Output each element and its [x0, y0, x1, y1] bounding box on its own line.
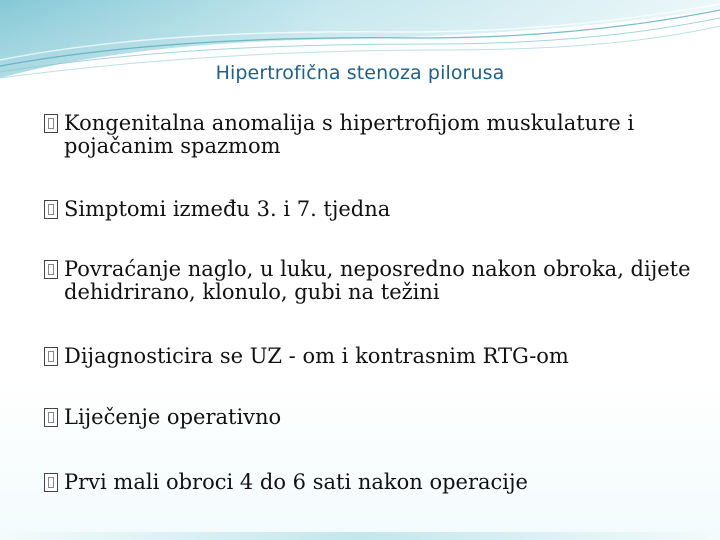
bullet-text: Prvi mali obroci 4 do 6 sati nakon operacije — [64, 470, 528, 494]
list-item — [44, 258, 694, 304]
box-bullet-icon — [44, 260, 58, 279]
box-bullet-icon — [44, 347, 58, 366]
bullet-text: Liječenje operativno — [64, 405, 282, 429]
bullet-text: Kongenitalna anomalija s hipertrofijom muskulature i pojačanim spazmom — [64, 111, 635, 158]
list-item — [44, 406, 694, 429]
box-bullet-icon — [44, 200, 58, 219]
decorative-footer-line — [0, 532, 720, 540]
box-bullet-icon — [44, 473, 58, 492]
box-bullet-icon — [44, 114, 58, 133]
bullet-text: Simptomi između 3. i 7. tjedna — [64, 197, 391, 221]
list-item — [44, 198, 694, 221]
bullet-text: Dijagnosticira se UZ - om i kontrasnim RTG-om — [64, 344, 569, 368]
box-bullet-icon — [44, 408, 58, 427]
list-item — [44, 112, 694, 158]
list-item — [44, 345, 694, 368]
page-title: Hipertrofična stenoza pilorusa — [215, 62, 505, 84]
bullet-text: Povraćanje naglo, u luku, neposredno nakon obroka, dijete dehidrirano, klonulo, gubi na težini — [64, 257, 691, 304]
list-item — [44, 471, 694, 494]
